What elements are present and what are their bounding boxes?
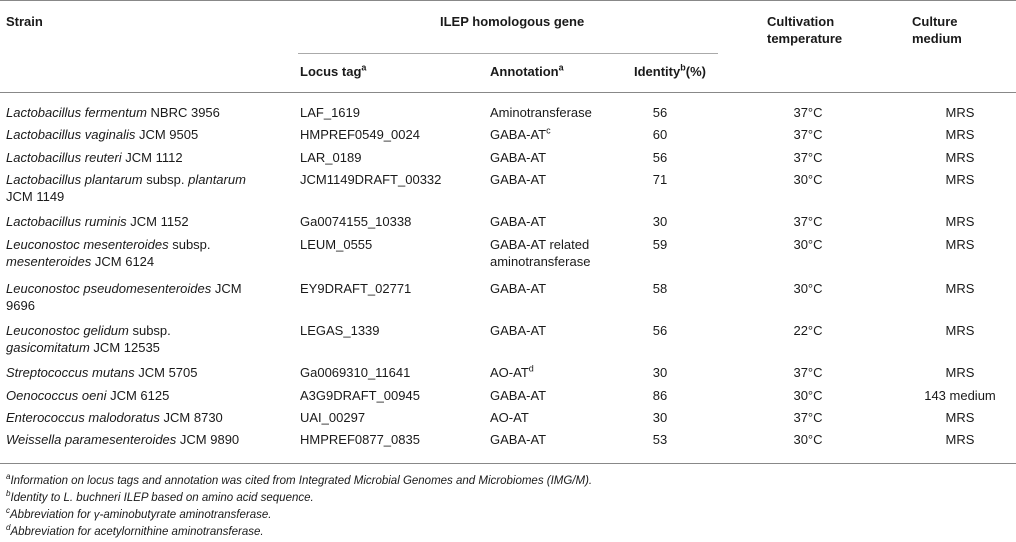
- locus-tag-cell: EY9DRAFT_02771: [300, 281, 412, 296]
- strain-id: NBRC 3956: [146, 105, 220, 120]
- header-annotation-text: Annotation: [490, 64, 559, 79]
- strain-line1: [6, 126, 198, 143]
- footnote: [6, 490, 314, 506]
- annotation-text: GABA-AT: [490, 127, 547, 142]
- strain-cell: [6, 236, 211, 270]
- header-culture-medium: [912, 13, 962, 47]
- strain-cell: [6, 387, 169, 404]
- annotation-cell: [490, 236, 590, 270]
- strain-id: subsp.: [142, 172, 189, 187]
- strain-id: subsp.: [128, 323, 171, 338]
- strain-species: Enterococcus malodoratus: [6, 410, 160, 425]
- header-identity: [634, 63, 706, 80]
- strain-cell: [6, 213, 189, 230]
- footnote: [6, 473, 592, 489]
- annotation-line1: [490, 322, 546, 339]
- header-locus-tag-text: Locus tag: [300, 64, 362, 79]
- strain-species: Lactobacillus ruminis: [6, 214, 127, 229]
- annotation-line1: [490, 213, 546, 230]
- temperature-cell: 30°C: [793, 237, 823, 252]
- strain-line1: [6, 431, 239, 448]
- strain-cell: [6, 431, 239, 448]
- temperature-cell: 37°C: [793, 410, 823, 425]
- strain-cell: [6, 364, 198, 381]
- footnote-text: Abbreviation for acetylornithine aminotransferase.: [10, 526, 264, 538]
- strain-id: JCM 1112: [121, 150, 183, 165]
- temperature-cell: 30°C: [793, 172, 823, 187]
- annotation-cell: [490, 104, 592, 121]
- identity-cell: 56: [652, 323, 668, 338]
- strain-subspecies: plantarum: [188, 172, 246, 187]
- strain-line1: [6, 149, 183, 166]
- temperature-cell: 37°C: [793, 150, 823, 165]
- medium-cell: MRS: [945, 365, 975, 380]
- medium-cell: MRS: [945, 105, 975, 120]
- footnote-text: Information on locus tags and annotation was cited from Integrated Microbial Genomes and Microbiomes (IMG/M).: [10, 475, 593, 487]
- strain-species: Oenococcus oeni: [6, 388, 107, 403]
- annotation-text: GABA-AT: [490, 323, 547, 338]
- ilep-group-rule: [298, 53, 718, 54]
- identity-cell: 58: [652, 281, 668, 296]
- strain-species: Lactobacillus reuteri: [6, 150, 122, 165]
- strain-cell: [6, 322, 171, 356]
- strain-id: JCM 6125: [106, 388, 170, 403]
- annotation-cell: [490, 409, 529, 426]
- strain-species: Weissella paramesenteroides: [6, 432, 177, 447]
- temperature-cell: 37°C: [793, 365, 823, 380]
- medium-cell: MRS: [945, 127, 975, 142]
- identity-cell: 53: [652, 432, 668, 447]
- locus-tag-cell: Ga0069310_11641: [300, 365, 411, 380]
- medium-cell: MRS: [945, 214, 975, 229]
- strain-line1: [6, 409, 223, 426]
- strain-id: JCM 9890: [176, 432, 240, 447]
- annotation-cell: [490, 126, 551, 143]
- strain-line2: [6, 297, 242, 314]
- temperature-cell: 37°C: [793, 127, 823, 142]
- annotation-cell: [490, 171, 546, 188]
- strain-id: JCM 12535: [89, 340, 160, 355]
- footnote-mark: d: [6, 523, 11, 533]
- strain-line2: [6, 339, 171, 356]
- temperature-cell: 37°C: [793, 214, 823, 229]
- footnote: [6, 507, 271, 523]
- header-bottom-rule: [0, 92, 1016, 93]
- table-bottom-rule: [0, 463, 1016, 464]
- strain-id: JCM 1152: [126, 214, 189, 229]
- strain-line1: [6, 387, 169, 404]
- header-cultivation-temperature: [767, 13, 842, 47]
- identity-cell: 30: [652, 365, 668, 380]
- locus-tag-cell: HMPREF0549_0024: [300, 127, 420, 142]
- annotation-cell: [490, 387, 546, 404]
- strain-line1: [6, 322, 171, 339]
- locus-tag-cell: Ga0074155_10338: [300, 214, 412, 229]
- strain-id: JCM 9505: [135, 127, 199, 142]
- locus-tag-cell: LEUM_0555: [300, 237, 373, 252]
- header-locus-tag-sup: a: [361, 62, 367, 73]
- medium-cell: MRS: [945, 323, 975, 338]
- identity-cell: 56: [652, 150, 668, 165]
- medium-cell: 143 medium: [924, 388, 996, 403]
- strain-id: JCM 8730: [159, 410, 223, 425]
- temperature-cell: 30°C: [793, 432, 823, 447]
- annotation-text: GABA-AT: [490, 432, 547, 447]
- identity-cell: 30: [652, 410, 668, 425]
- annotation-line1: [490, 126, 551, 143]
- medium-cell: MRS: [945, 150, 975, 165]
- strain-species: Lactobacillus vaginalis: [6, 127, 136, 142]
- header-identity-text: Identity: [634, 64, 681, 79]
- locus-tag-cell: JCM1149DRAFT_00332: [300, 172, 442, 187]
- strain-id: JCM 6124: [91, 254, 155, 269]
- header-medium-line2: medium: [912, 31, 962, 46]
- strain-line2: [6, 253, 211, 270]
- annotation-line1: [490, 280, 546, 297]
- temperature-cell: 22°C: [793, 323, 823, 338]
- medium-cell: MRS: [945, 432, 975, 447]
- footnote-mark: a: [6, 472, 11, 482]
- identity-cell: 56: [652, 105, 668, 120]
- annotation-cell: [490, 149, 546, 166]
- locus-tag-cell: LAF_1619: [300, 105, 360, 120]
- annotation-line1: [490, 387, 546, 404]
- header-medium-line1: Culture: [912, 14, 958, 29]
- locus-tag-cell: UAI_00297: [300, 410, 366, 425]
- strain-line1: [6, 171, 246, 188]
- header-cultivation-line2: temperature: [767, 31, 843, 46]
- annotation-text: GABA-AT: [490, 150, 547, 165]
- strain-species: Leuconostoc pseudomesenteroides: [6, 281, 212, 296]
- annotation-text: AO-AT: [490, 410, 529, 425]
- annotation-sup: c: [546, 125, 551, 136]
- strain-species: Lactobacillus plantarum: [6, 172, 143, 187]
- strain-cell: [6, 104, 220, 121]
- identity-cell: 86: [652, 388, 668, 403]
- temperature-cell: 37°C: [793, 105, 823, 120]
- footnote-mark: c: [6, 506, 10, 516]
- strain-cell: [6, 409, 223, 426]
- annotation-line1: [490, 171, 546, 188]
- annotation-line1: [490, 104, 592, 121]
- annotation-text: GABA-AT: [490, 214, 547, 229]
- identity-cell: 59: [652, 237, 668, 252]
- header-identity-sup: b: [680, 62, 686, 73]
- strain-cell: [6, 149, 183, 166]
- strain-id: 9696: [6, 298, 35, 313]
- strain-species: Lactobacillus fermentum: [6, 105, 147, 120]
- strain-line1: [6, 364, 198, 381]
- annotation-cell: [490, 213, 546, 230]
- identity-cell: 71: [652, 172, 668, 187]
- footnote-mark: b: [6, 489, 11, 499]
- header-strain: Strain: [6, 14, 43, 29]
- annotation-line1: [490, 364, 534, 381]
- strain-id: subsp.: [168, 237, 211, 252]
- strain-cell: [6, 126, 198, 143]
- top-rule: [0, 0, 1016, 1]
- annotation-sup: d: [528, 363, 534, 374]
- strain-id: JCM 1149: [6, 189, 65, 204]
- strain-line1: [6, 213, 189, 230]
- strain-subspecies: gasicomitatum: [6, 340, 90, 355]
- footnote-text: Abbreviation for γ-aminobutyrate aminotransferase.: [10, 509, 272, 521]
- locus-tag-cell: LEGAS_1339: [300, 323, 380, 338]
- identity-cell: 60: [652, 127, 668, 142]
- header-ilep-group: ILEP homologous gene: [440, 14, 585, 29]
- annotation-text: GABA-AT related: [490, 237, 590, 252]
- annotation-cell: [490, 322, 546, 339]
- strain-species: Leuconostoc gelidum: [6, 323, 129, 338]
- annotation-line1: [490, 409, 529, 426]
- annotation-line1: [490, 431, 546, 448]
- annotation-line2: aminotransferase: [490, 254, 591, 269]
- annotation-cell: [490, 364, 534, 381]
- medium-cell: MRS: [945, 281, 975, 296]
- strain-line1: [6, 280, 242, 297]
- footnote: [6, 524, 264, 540]
- strain-species: Leuconostoc mesenteroides: [6, 237, 169, 252]
- header-cultivation-line1: Cultivation: [767, 14, 835, 29]
- annotation-text: GABA-AT: [490, 388, 547, 403]
- annotation-text: Aminotransferase: [490, 105, 592, 120]
- temperature-cell: 30°C: [793, 388, 823, 403]
- strain-cell: [6, 280, 242, 314]
- header-locus-tag: [300, 63, 366, 80]
- strain-id: JCM 5705: [134, 365, 198, 380]
- footnote-text: Identity to L. buchneri ILEP based on amino acid sequence.: [10, 492, 314, 504]
- annotation-text: AO-AT: [490, 365, 529, 380]
- strain-line2: [6, 188, 246, 205]
- annotation-cell: [490, 431, 546, 448]
- locus-tag-cell: LAR_0189: [300, 150, 362, 165]
- medium-cell: MRS: [945, 237, 975, 252]
- strain-line1: [6, 236, 211, 253]
- medium-cell: MRS: [945, 410, 975, 425]
- strain-species: Streptococcus mutans: [6, 365, 135, 380]
- header-annotation: [490, 63, 564, 80]
- locus-tag-cell: HMPREF0877_0835: [300, 432, 420, 447]
- annotation-line1: [490, 149, 546, 166]
- strain-subspecies: mesenteroides: [6, 254, 92, 269]
- annotation-text: GABA-AT: [490, 172, 547, 187]
- medium-cell: MRS: [945, 172, 975, 187]
- strain-id: JCM: [211, 281, 242, 296]
- locus-tag-cell: A3G9DRAFT_00945: [300, 388, 420, 403]
- header-annotation-sup: a: [558, 62, 564, 73]
- strain-cell: [6, 171, 246, 205]
- annotation-cell: [490, 280, 546, 297]
- identity-cell: 30: [652, 214, 668, 229]
- temperature-cell: 30°C: [793, 281, 823, 296]
- strain-line1: [6, 104, 220, 121]
- header-identity-unit: (%): [685, 64, 706, 79]
- annotation-text: GABA-AT: [490, 281, 547, 296]
- annotation-line1: [490, 236, 590, 253]
